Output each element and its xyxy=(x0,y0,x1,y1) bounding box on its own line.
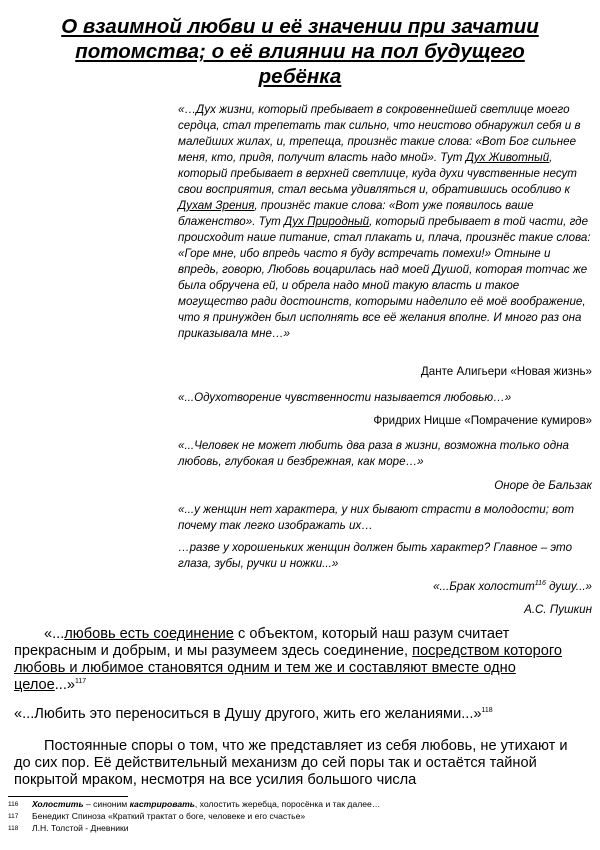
body-paragraph-3: Постоянные споры о том, что же представляет из себя любовь, не утихают и до сих пор. Её действительный механизм до сей поры так и остаётся тайной покрытой мраком, несмотря на все усилия большого числа xyxy=(14,738,568,788)
footnote-divider xyxy=(8,796,128,797)
title-line-3: ребёнка xyxy=(258,65,342,88)
footnote-117: 117 Бенедикт Спиноза «Краткий трактат о боге, человеке и его счастье» xyxy=(8,811,306,821)
epigraph-dante-text: «…Дух жизни, который пребывает в сокровеннейшей светлице моего сердца, стал трепетать так сильно, что неистово обнаружил себя и в малейших жилах, и, трепеща, произнёс такие слова: «Вот Бог сильнее меня, кто, придя, получит власть надо мной». Тут Дух Животный, который пребывает в верхней светлице, куда духи чувственные несут свои восприятия, стал весьма удивляться и, обратившись особливо к Духам Зрения, произнёс такие слова: «Вот уже появилось ваше блаженство». Тут Дух Природный, который пребывает в той части, где происходит наше питание, стал плакать и, плача, произнёс такие слова: «Горе мне, ибо впредь часто я буду встречать помехи!» Отныне и впредь, говорю, Любовь воцарилась над моей Душой, которая тотчас же была обручена ей, и обрела надо мной такую власть и такое могущество ради достоинств, которыми наделило её моё воображение, что я принужден был исполнять все её желания вполне. И много раз она приказывала мне…» xyxy=(178,103,591,340)
epigraph-author-nietzsche: Фридрих Ницше «Помрачение кумиров» xyxy=(373,414,592,427)
footnote-ref-118[interactable]: 118 xyxy=(481,707,493,715)
epigraph-author-pushkin: А.С. Пушкин xyxy=(524,603,592,616)
link-dukh-zhivotny: Дух Животный xyxy=(465,151,550,164)
title-line-2: потомства; о её влиянии на пол будущего xyxy=(75,40,525,63)
epigraph-balzac: «...Человек не может любить два раза в жизни, возможна только одна любовь, глубокая и безбрежная, как море…» xyxy=(178,439,569,468)
epigraph-nietzsche: «...Одухотворение чувственности называется любовью…» xyxy=(178,391,512,404)
footnote-118: 118 Л.Н. Толстой - Дневники xyxy=(8,823,129,833)
quote-underlined-1: любовь есть соединение xyxy=(64,626,234,642)
epigraph-author-dante: Данте Алигьери «Новая жизнь» xyxy=(420,365,592,378)
quote-underlined-2: посредством которого любовь и любимое становятся одним и тем же и составляют вместе одно целое xyxy=(14,643,562,693)
title-line-1: О взаимной любви и её значении при зачатии xyxy=(61,15,539,38)
link-dukh-prirodny: Дух Природный xyxy=(284,215,370,228)
epigraph-dante xyxy=(178,102,592,342)
footnote-116: 116 Холостить – синоним кастрировать, холостить жеребца, поросёнка и так далее… xyxy=(8,799,381,809)
footnote-ref-116[interactable]: 116 xyxy=(534,580,546,588)
epigraph-pushkin-1: «...у женщин нет характера, у них бывают страсти в молодости; вот почему так легко изображать их… xyxy=(178,503,575,532)
page-title xyxy=(0,14,600,89)
epigraph-author-balzac: Оноре де Бальзак xyxy=(494,479,592,492)
body-paragraph-2: «...Любить это переноситься в Душу другого, жить его желаниями...»$^{118}$ xyxy=(14,706,493,722)
epigraph-pushkin-3: «...Брак холостит$^{116}$ душу...» xyxy=(433,580,592,593)
body-paragraph-1: «...любовь есть соединение с объектом, который наш разум считает прекрасным и добрым, и мы разумеем здесь соединение, посредством которого любовь и любимое становятся одним и тем же и составляют вместе одно целое...»$^{117}$ xyxy=(14,626,562,693)
epigraph-pushkin-2: …разве у хорошеньких женщин должен быть характер? Главное – это глаза, зубы, ручки и ножки...» xyxy=(178,541,573,570)
footnote-ref-117[interactable]: 117 xyxy=(75,678,87,686)
link-dukham-zreniya: Духам Зрения xyxy=(178,199,255,212)
